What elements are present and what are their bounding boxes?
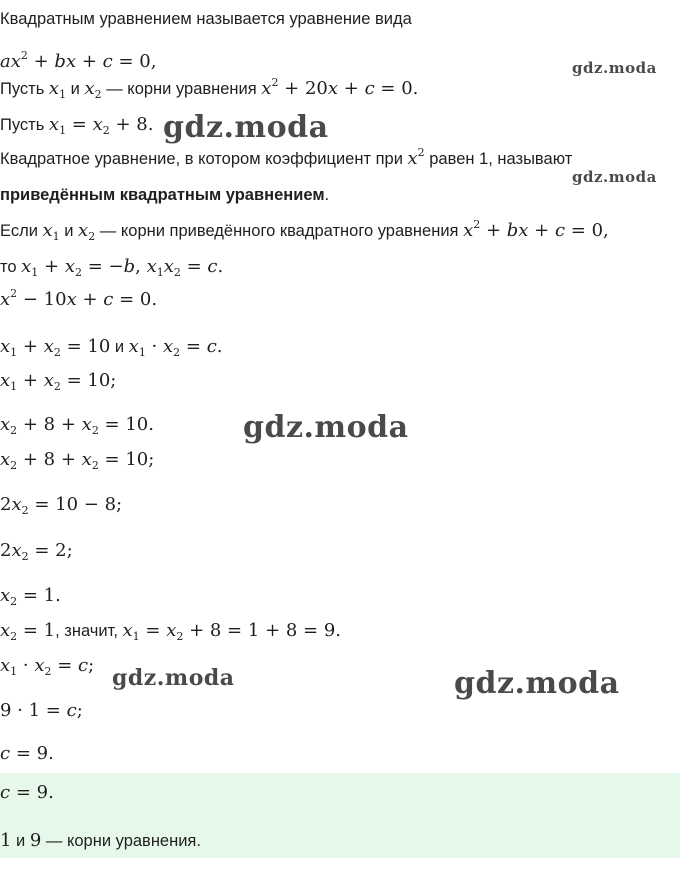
watermark-6: gdz.moda <box>454 666 620 701</box>
vieta-theorem: Если $x_1$ и $x_2$ — корни приведённого квадратного уравнения $x^2$ + bx + c = 0, <box>0 218 609 243</box>
step-x2: $x_2 = 1$. <box>0 585 61 608</box>
step-x1: $x_2 = 1$, значит, $x_1 = x_2 + 8 = 1 + 8 = 9$. <box>0 620 341 643</box>
step-substitute-2: $x_2 + 8 + x_2 = 10$; <box>0 449 155 472</box>
answer-roots: 1 и 9 — корни уравнения. <box>0 830 201 851</box>
step-substitute: $x_2 + 8 + x_2 = 10$. <box>0 414 154 437</box>
watermark-5: gdz.moda <box>112 665 235 691</box>
step-product: $x_1 \cdot x_2 = c$; <box>0 655 95 678</box>
vieta-system: $x_1 + x_2 = 10$ и $x_1 \cdot x_2 = c$. <box>0 336 223 359</box>
step-product-values: 9 · 1 = c; <box>0 700 83 721</box>
step-simplify: $2x_2 = 2$; <box>0 540 73 563</box>
vieta-formulas: то $x_1 + x_2 = -b$, $x_1x_2 = c$. <box>0 256 224 279</box>
watermark-4: gdz.moda <box>243 410 409 445</box>
given-relation: Пусть $x_1 = x_2 + 8$. <box>0 114 154 137</box>
reduced-definition: Квадратное уравнение, в котором коэффициент при $x^2$ равен 1, называют <box>0 146 573 169</box>
step-collect: $2x_2 = 10 - 8$; <box>0 494 123 517</box>
equation-line: $x^2 - 10x + c = 0$. <box>0 287 158 310</box>
step-c: c = 9. <box>0 743 54 764</box>
reduced-term: приведённым квадратным уравнением. <box>0 186 330 204</box>
watermark-2: gdz.moda <box>163 110 329 145</box>
general-equation: $ax^2$ + bx + c = 0, <box>0 49 157 72</box>
given-roots: Пусть $x_1$ и $x_2$ — корни уравнения $x^2 + 20x + c = 0$. <box>0 76 419 101</box>
answer-c: c = 9. <box>0 782 54 803</box>
watermark-3: gdz.moda <box>572 168 657 186</box>
step-sum: $x_1 + x_2 = 10$; <box>0 370 117 393</box>
watermark-1: gdz.moda <box>572 59 657 77</box>
definition-intro: Квадратным уравнением называется уравнение вида <box>0 10 412 28</box>
